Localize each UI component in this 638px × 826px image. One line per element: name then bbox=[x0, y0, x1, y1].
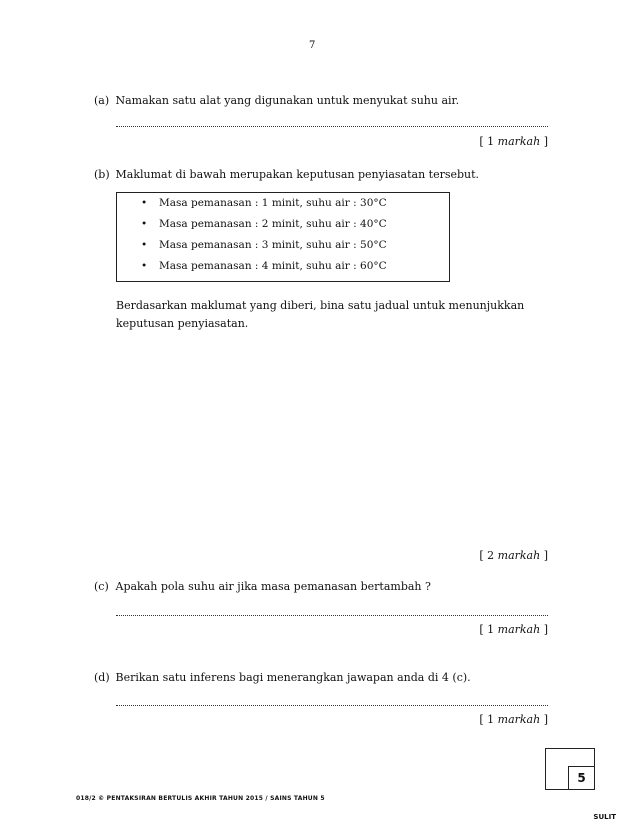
instruction-b-line2: keputusan penyiasatan. bbox=[116, 317, 249, 330]
question-a-text: Namakan satu alat yang digunakan untuk menyukat suhu air. bbox=[115, 94, 460, 107]
table-answer-area[interactable] bbox=[116, 340, 548, 540]
bullet-icon: • bbox=[141, 239, 148, 251]
question-b-label: (b) bbox=[94, 168, 110, 181]
question-b bbox=[94, 168, 479, 181]
question-b-text: Maklumat di bawah merupakan keputusan penyiasatan tersebut. bbox=[115, 168, 480, 181]
bullet-icon: • bbox=[141, 197, 148, 209]
question-c-text: Apakah pola suhu air jika masa pemanasan bertambah ? bbox=[115, 580, 431, 593]
question-a-label: (a) bbox=[94, 94, 110, 107]
result-item: • Masa pemanasan : 2 minit, suhu air : 40°C bbox=[141, 218, 387, 230]
answer-line-d[interactable] bbox=[116, 704, 548, 706]
mark-c: [ 1 markah ] bbox=[479, 623, 548, 636]
results-box bbox=[116, 192, 450, 282]
answer-line-a[interactable] bbox=[116, 125, 548, 127]
page-number: 7 bbox=[309, 40, 316, 51]
score-box-value: 5 bbox=[568, 766, 595, 790]
question-a bbox=[94, 94, 459, 107]
bullet-icon: • bbox=[141, 260, 148, 272]
question-d-label: (d) bbox=[94, 671, 110, 684]
result-item: • Masa pemanasan : 1 minit, suhu air : 30°C bbox=[141, 197, 387, 209]
bullet-icon: • bbox=[141, 218, 148, 230]
footer-text: 018/2 © PENTAKSIRAN BERTULIS AKHIR TAHUN 2015 / SAINS TAHUN 5 bbox=[76, 795, 325, 802]
result-item: • Masa pemanasan : 3 minit, suhu air : 50°C bbox=[141, 239, 387, 251]
result-item: • Masa pemanasan : 4 minit, suhu air : 60°C bbox=[141, 260, 387, 272]
sulit-label: SULIT bbox=[593, 813, 616, 821]
question-d bbox=[94, 671, 471, 684]
answer-line-c[interactable] bbox=[116, 614, 548, 616]
mark-d: [ 1 markah ] bbox=[479, 713, 548, 726]
question-c-label: (c) bbox=[94, 580, 109, 593]
instruction-b-line1: Berdasarkan maklumat yang diberi, bina satu jadual untuk menunjukkan bbox=[116, 299, 525, 312]
question-c bbox=[94, 580, 431, 593]
mark-a: [ 1 markah ] bbox=[479, 135, 548, 148]
mark-b: [ 2 markah ] bbox=[479, 549, 548, 562]
question-d-text: Berikan satu inferens bagi menerangkan jawapan anda di 4 (c). bbox=[115, 671, 471, 684]
